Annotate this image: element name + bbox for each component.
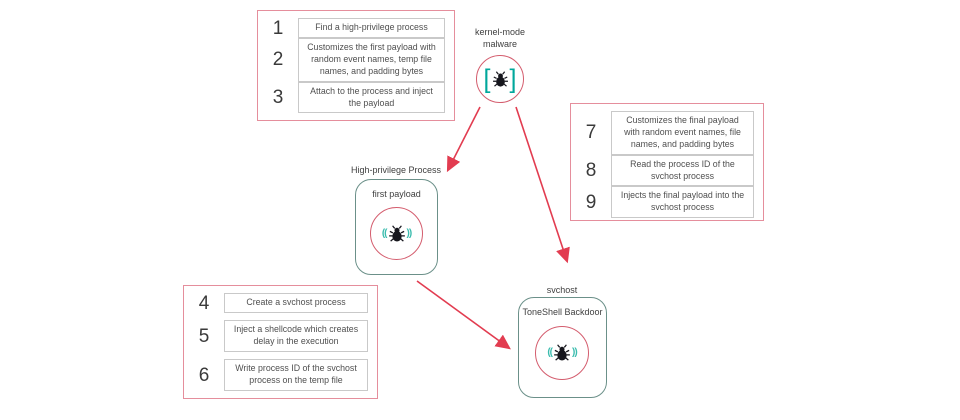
step-row <box>267 18 445 38</box>
step-text: Attach to the process and inject the payload <box>298 82 445 114</box>
step-text: Customizes the final payload with random event names, file names, and padding bytes <box>611 111 754 155</box>
steps-7-9-box <box>570 103 764 221</box>
first-payload-circle <box>370 207 423 260</box>
toneshell-circle <box>535 326 589 380</box>
svchost-label: svchost <box>546 285 578 295</box>
step-number: 1 <box>272 17 284 39</box>
step-number: 5 <box>198 325 210 347</box>
step-row <box>580 111 754 155</box>
step-text: Customizes the first payload with random event names, temp file names, and padding bytes <box>298 38 445 82</box>
steps-4-6-box <box>183 285 378 399</box>
steps-1-3-box <box>257 10 455 121</box>
step-row <box>267 82 445 114</box>
step-number: 3 <box>272 87 284 108</box>
step-number: 4 <box>198 292 210 314</box>
step-text: Inject a shellcode which creates delay in the execution <box>224 320 368 352</box>
step-row <box>267 38 445 82</box>
backdoor-bug-icon <box>553 344 571 362</box>
high-privilege-process-label: High-privilege Process <box>350 165 442 175</box>
step-number: 8 <box>585 160 597 181</box>
radiate-left-glyph: (( <box>381 227 387 239</box>
malware-bug-icon <box>492 71 509 88</box>
kernel-malware-circle <box>476 55 524 103</box>
toneshell-backdoor-label: ToneShell Backdoor <box>522 307 603 317</box>
radiate-right-glyph: )) <box>406 227 412 239</box>
step-text: Create a svchost process <box>224 293 368 313</box>
radiate-right-glyph: )) <box>572 347 577 358</box>
kernel-malware-label: kernel-mode malware <box>474 27 526 49</box>
arrow-highpriv-to-svchost <box>417 281 509 348</box>
step-number: 2 <box>272 49 284 71</box>
step-number: 6 <box>198 364 210 386</box>
step-text: Find a high-privilege process <box>298 18 445 38</box>
step-text: Read the process ID of the svchost process <box>611 155 754 187</box>
first-payload-label: first payload <box>372 189 421 199</box>
step-row <box>193 293 368 313</box>
radiate-left-glyph: (( <box>547 347 552 358</box>
step-text: Injects the final payload into the svchost process <box>611 186 754 218</box>
payload-bug-icon <box>388 225 406 243</box>
step-row <box>580 186 754 218</box>
bracket-right-glyph: ] <box>509 64 517 94</box>
bracket-left-glyph: [ <box>483 64 491 94</box>
arrow-kernel-to-svchost <box>516 107 567 261</box>
step-number: 9 <box>585 191 597 213</box>
step-row <box>193 359 368 391</box>
step-row <box>193 320 368 352</box>
step-text: Write process ID of the svchost process on the temp file <box>224 359 368 391</box>
step-row <box>580 155 754 187</box>
step-number: 7 <box>585 122 597 144</box>
